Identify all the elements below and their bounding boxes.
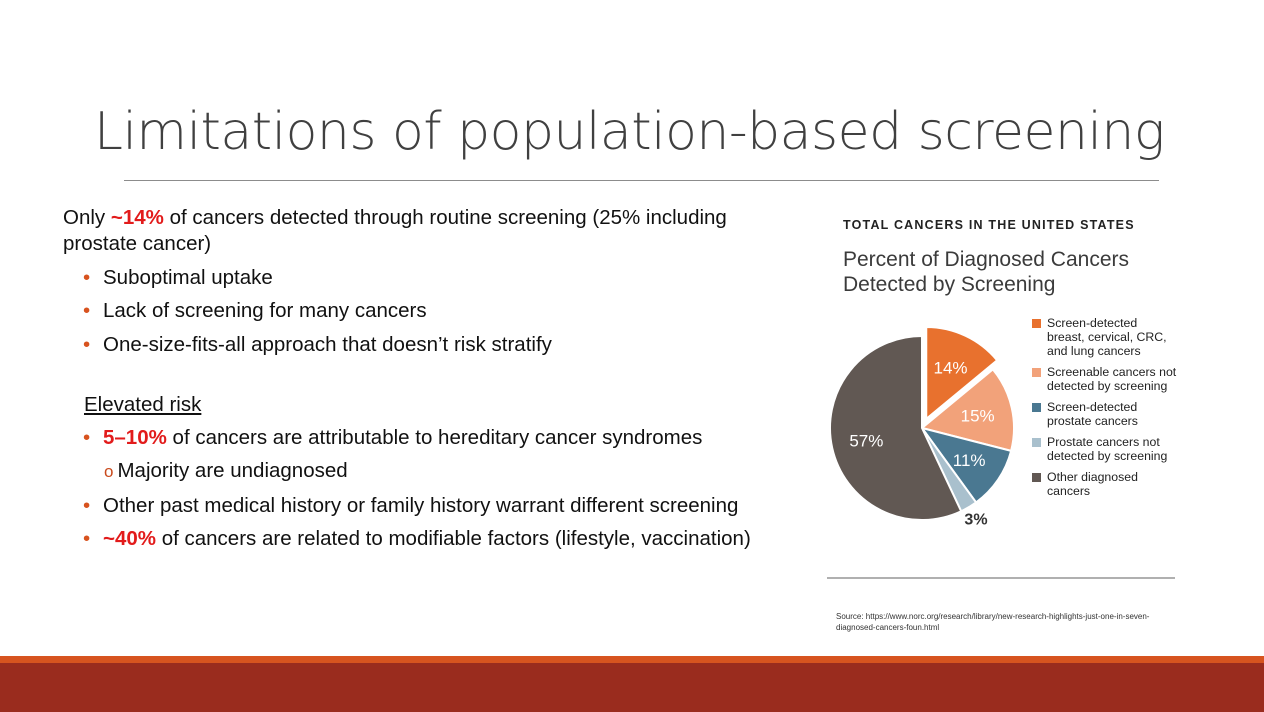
source-citation: Source: https://www.norc.org/research/library/new-research-highlights-just-one-in-seven-diagnosed-cancers-foun.html (836, 612, 1150, 632)
legend-swatch-3 (1032, 438, 1041, 447)
screening-chart (827, 205, 1177, 585)
chart-divider (827, 577, 1175, 579)
legend-item-1 (1032, 365, 1177, 393)
legend-label-0: Screen-detected breast, cervical, CRC, and lung cancers (1047, 316, 1167, 358)
pie-label-0: 14% (933, 358, 968, 378)
limitations-list (63, 265, 803, 358)
bullet-one-size: • One-size-fits-all approach that doesn’t risk stratify (63, 332, 803, 358)
modifiable-text: of cancers are related to modifiable factors (lifestyle, vaccination) (156, 527, 751, 550)
legend-swatch-0 (1032, 319, 1041, 328)
pie-label-2: 11% (952, 451, 986, 471)
legend-swatch-4 (1032, 473, 1041, 482)
hereditary-highlight: 5–10% (103, 426, 167, 449)
elevated-risk-heading: Elevated risk (84, 392, 202, 416)
legend-item-0 (1032, 316, 1177, 358)
legend-item-3 (1032, 435, 1177, 463)
bullet-other-history: • Other past medical history or family history warrant different screening (63, 493, 803, 519)
slide-title: Limitations of population-based screening (94, 102, 1165, 162)
elevated-risk-list-2 (63, 493, 803, 553)
legend-swatch-1 (1032, 368, 1041, 377)
modifiable-highlight: ~40% (103, 527, 157, 550)
bullet-modifiable (63, 526, 803, 552)
intro-suffix: of cancers detected through routine screening (25% including prostate cancer) (63, 206, 727, 255)
slide-body (63, 205, 803, 552)
legend-item-4 (1032, 470, 1177, 498)
legend-label-3: Prostate cancers not detected by screening (1047, 435, 1168, 463)
legend-label-4: Other diagnosed cancers (1047, 470, 1138, 498)
pie-chart (827, 305, 1032, 535)
pie-label-4: 57% (849, 431, 884, 451)
circle-bullet-icon: o (104, 462, 114, 481)
intro-highlight: ~14% (110, 206, 164, 229)
footer-bar (0, 663, 1264, 712)
legend-label-1: Screenable cancers not detected by screening (1047, 365, 1177, 393)
bullet-lack-of-screening: • Lack of screening for many cancers (63, 298, 803, 324)
footer-accent-bar (0, 656, 1264, 663)
legend-item-2 (1032, 400, 1177, 428)
legend-swatch-2 (1032, 403, 1041, 412)
pie-label-1: 15% (960, 406, 995, 426)
title-divider (124, 180, 1159, 181)
intro-line (63, 205, 803, 257)
undiagnosed-text: Majority are undiagnosed (117, 459, 348, 482)
chart-legend (1032, 316, 1177, 505)
sub-bullet-undiagnosed (104, 458, 803, 485)
elevated-risk-list (63, 425, 803, 451)
legend-label-2: Screen-detected prostate cancers (1047, 400, 1138, 428)
pie-label-3: 3% (964, 511, 988, 529)
bullet-hereditary (63, 425, 803, 451)
bullet-uptake: • Suboptimal uptake (63, 265, 803, 291)
intro-prefix: Only (63, 206, 111, 229)
chart-header: TOTAL CANCERS IN THE UNITED STATES (843, 218, 1135, 232)
hereditary-text: of cancers are attributable to hereditary cancer syndromes (166, 426, 703, 449)
chart-title: Percent of Diagnosed Cancers Detected by Screening (843, 248, 1129, 296)
